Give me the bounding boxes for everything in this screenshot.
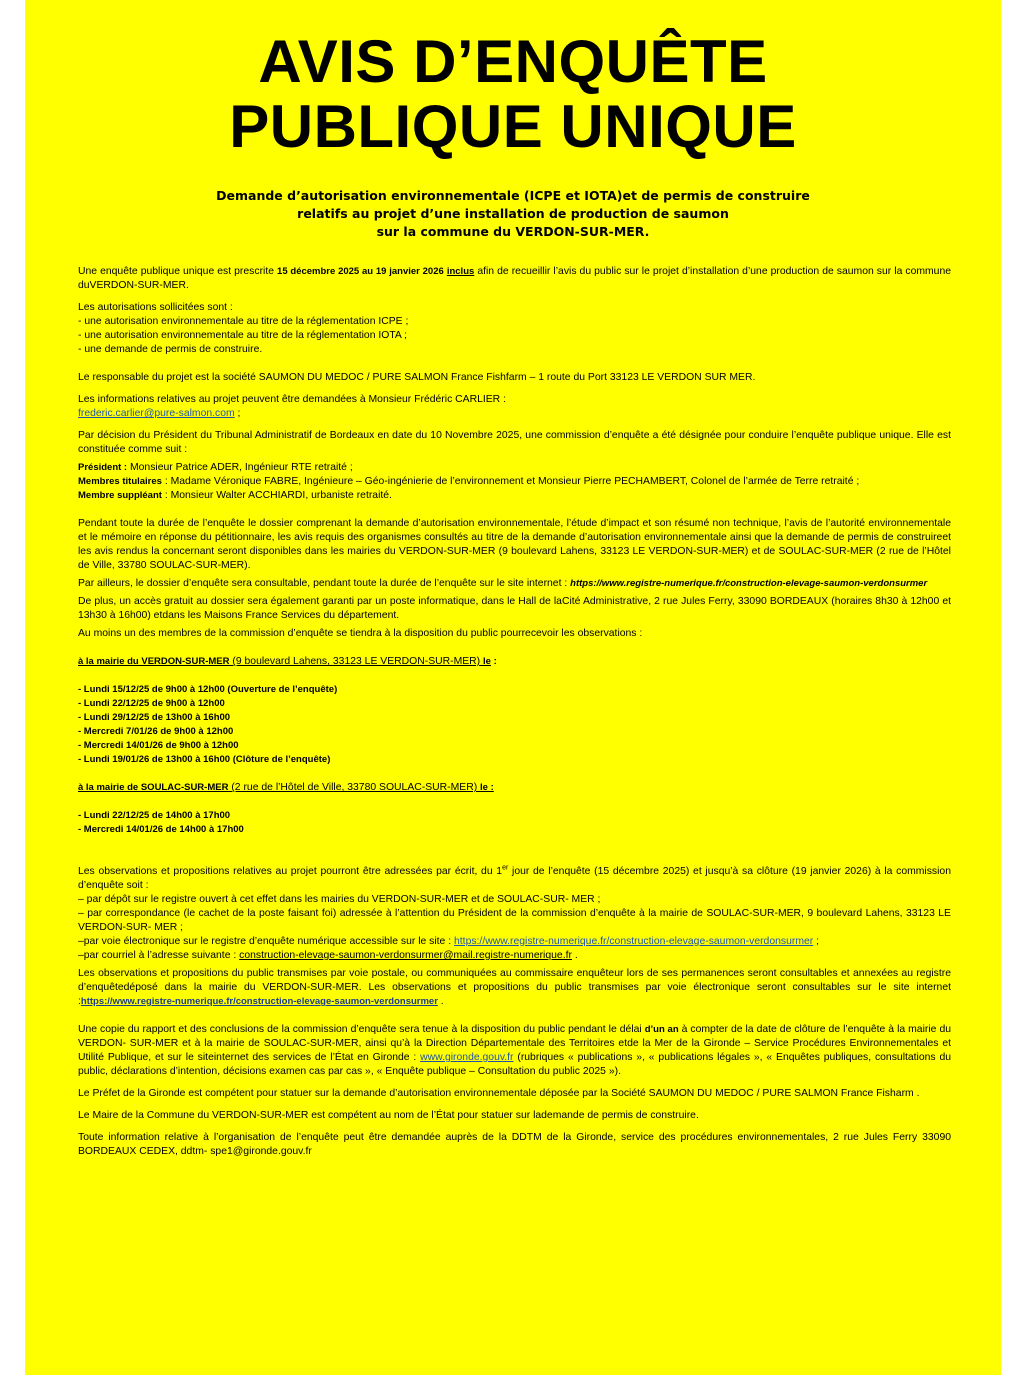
observations-item-end: .	[571, 950, 578, 961]
observations-text: Les observations et propositions relatives au projet pourront être adressées par écrit, du 1	[78, 866, 503, 877]
soulac-heading	[78, 781, 951, 795]
observations-item-end: ;	[813, 936, 819, 947]
verdon-permanence: - Mercredi 7/01/26 de 9h00 à 12h00	[78, 726, 234, 737]
autorisations-intro: Les autorisations sollicitées sont :	[78, 302, 233, 313]
suppleant-text: : Monsieur Walter ACCHIARDI, urbaniste retraité.	[161, 490, 392, 501]
verdon-heading	[78, 655, 951, 669]
notice-body	[78, 265, 951, 1159]
responsable-paragraph: Le responsable du projet est la société SAUMON DU MEDOC / PURE SALMON France Fishfarm – 1 route du Port 33123 LE VERDON SUR MER.	[78, 372, 756, 383]
observations-text-end: jour de l’enquête (15 décembre 2025) et jusqu’à sa clôture (19 janvier 2026) à la commission d’enquête soit :	[78, 866, 951, 891]
verdon-heading-colon: :	[490, 656, 497, 667]
title-line-1: AVIS D’ENQUÊTE	[258, 28, 768, 95]
observations-item	[78, 949, 951, 963]
president-text: Monsieur Patrice ADER, Ingénieur RTE retraité ;	[127, 462, 353, 473]
president-label: Président :	[78, 462, 128, 473]
intro-inclus: inclus	[446, 266, 475, 277]
subtitle-line-3: sur la commune du VERDON-SUR-MER.	[376, 224, 650, 239]
intro-text: Une enquête publique unique est prescrite	[78, 266, 278, 277]
observations-item: – par dépôt sur le registre ouvert à cet effet dans les mairies du VERDON-SUR-MER et de SOULAC-SUR- MER ;	[78, 894, 601, 905]
intro-dates: 15 décembre 2025 au 19 janvier 2026	[277, 266, 444, 277]
permanences-intro: Au moins un des membres de la commission d’enquête se tiendra à la disposition du public pourrecevoir les observations :	[78, 628, 643, 639]
autorisation-item: - une demande de permis de construire.	[78, 344, 263, 355]
verdon-permanence: - Lundi 19/01/26 de 13h00 à 16h00 (Clôture de l’enquête)	[78, 754, 331, 765]
rapport-text-mid: à compter de la date de clôture de l’enquête à la mairie du VERDON- SUR-MER et à la mairie de SOULAC-SUR-MER, ainsi qu’à la Direction Départementale des Territoires etde la Mer de la Gironde – Service Procédures Environnementales et Utilité Publique, et sur le siteinternet des services de l’État en Gironde :	[78, 1024, 952, 1063]
observations-consultation-end: .	[437, 996, 444, 1007]
rapport-text-end: (rubriques « publications », « publications légales », « Enquêtes publiques, consultations du public, déclarations d’intention, décisions examen cas par cas », « Enquête publique – Consultation du public 2025 »).	[78, 1052, 952, 1077]
observations-item: – par correspondance (le cachet de la poste faisant foi) adressée à l’attention du Président de la commission d’enquête à la mairie de SOULAC-SUR-MER, 9 boulevard Lahens, 33123 LE VERDON-SUR- MER ;	[78, 908, 951, 933]
prefet-paragraph: Le Préfet de la Gironde est compétent pour statuer sur la demande d’autorisation environnementale déposée par la Société SAUMON DU MEDOC / PURE SALMON France Fisharm .	[78, 1088, 920, 1099]
maire-paragraph: Le Maire de la Commune du VERDON-SUR-MER est compétent au nom de l’État pour statuer sur lademande de permis de construire.	[78, 1110, 699, 1121]
soulac-heading-le: le :	[480, 782, 494, 793]
subtitle-line-2: relatifs au projet d’une installation de production de saumon	[297, 206, 729, 221]
gironde-website-link[interactable]: www.gironde.gouv.fr	[420, 1052, 514, 1063]
observations-item-text: –par voie électronique sur le registre d’enquête numérique accessible sur le site :	[78, 936, 455, 947]
observations-consultation-text: Les observations et propositions du public transmises par voie postale, ou communiquées au commissaire enquêteur lors de ses permanences seront consultables et annexées au registre d’enquêtedéposé dans la mairie du VERDON-SUR-MER. Les observations et propositions du public transmises par voie électronique seront consultables sur le site internet :	[78, 968, 951, 1007]
informations-text: Les informations relatives au projet peuvent être demandées à Monsieur Frédéric CARLIER :	[78, 394, 506, 405]
suppleant-line	[78, 489, 951, 503]
contact-email-link[interactable]: frederic.carlier@pure-salmon.com	[78, 408, 235, 419]
soulac-heading-label: à la mairie de SOULAC-SUR-MER	[78, 782, 229, 793]
registre-consultation-link[interactable]: https://www.registre-numerique.fr/construction-elevage-saumon-verdonsurmer	[80, 996, 438, 1007]
rapport-paragraph	[78, 1023, 951, 1079]
registre-url-link[interactable]: https://www.registre-numerique.fr/construction-elevage-saumon-verdonsurmer	[570, 578, 928, 589]
observations-paragraph	[78, 865, 951, 893]
verdon-heading-label: à la mairie du VERDON-SUR-MER	[78, 656, 230, 667]
titulaires-line	[78, 475, 951, 489]
rapport-duree: d’un an	[644, 1024, 679, 1035]
verdon-permanence: - Mercredi 14/01/26 de 9h00 à 12h00	[78, 740, 239, 751]
soulac-permanence: - Mercredi 14/01/26 de 14h00 à 17h00	[78, 824, 244, 835]
rapport-text: Une copie du rapport et des conclusions de la commission d’enquête sera tenue à la disposition du public pendant le délai	[78, 1024, 645, 1035]
verdon-permanence: - Lundi 29/12/25 de 13h00 à 16h00	[78, 712, 231, 723]
autorisation-item: - une autorisation environnementale au titre de la réglementation ICPE ;	[78, 316, 409, 327]
verdon-heading-address: (9 boulevard Lahens, 33123 LE VERDON-SUR-MER)	[229, 656, 484, 667]
subtitle	[105, 187, 921, 241]
observations-item	[78, 935, 951, 949]
observations-item-text: –par courriel à l’adresse suivante :	[78, 950, 240, 961]
observations-sup: er	[502, 864, 509, 872]
dossier-paragraph: Pendant toute la durée de l’enquête le dossier comprenant la demande d’autorisation environnementale, l’étude d’impact et son résumé non technique, l’avis de l’autorité environnementale et le mémoire en réponse du pétitionnaire, les avis requis des organismes consultés au titre de la demande d’autorisation environnementale ainsi que la demande de permis de construireet les avis rendus la concernant seront disponibles dans les mairies du VERDON-SUR-MER (9 boulevard Lahens, 33123 LE VERDON-SUR-MER) et de SOULAC-SUR-MER (2 rue de l’Hôtel de Ville, 33780 SOULAC-SUR-MER).	[78, 518, 951, 571]
president-line	[78, 461, 951, 475]
verdon-heading-le: le	[483, 656, 491, 667]
title-line-2: PUBLIQUE UNIQUE	[229, 93, 797, 160]
verdon-permanence: - Lundi 22/12/25 de 9h00 à 12h00	[78, 698, 225, 709]
intro-paragraph	[78, 265, 951, 293]
soulac-heading-address: (2 rue de l’Hôtel de Ville, 33780 SOULAC-SUR-MER)	[228, 782, 481, 793]
titulaires-text: : Madame Véronique FABRE, Ingénieure – Géo-ingénierie de l’environnement et Monsieur Pierre PECHAMBERT, Colonel de l’armée de Terre retraité ;	[161, 476, 860, 487]
observations-consultation-paragraph	[78, 967, 951, 1009]
informations-paragraph	[78, 393, 951, 421]
autorisation-item: - une autorisation environnementale au titre de la réglementation IOTA ;	[78, 330, 408, 341]
soulac-permanence: - Lundi 22/12/25 de 14h00 à 17h00	[78, 810, 231, 821]
registre-email-link[interactable]: construction-elevage-saumon-verdonsurmer@mail.registre-numerique.fr	[239, 950, 572, 961]
dossier-online-paragraph	[78, 577, 951, 591]
dossier-online-text: Par ailleurs, le dossier d’enquête sera consultable, pendant toute la durée de l’enquête sur le site internet :	[78, 578, 571, 589]
registre-numerique-link[interactable]: https://www.registre-numerique.fr/construction-elevage-saumon-verdonsurmer	[454, 936, 814, 947]
titulaires-label: Membres titulaires	[78, 476, 162, 487]
notice-poster	[25, 0, 1001, 1375]
intro-text-end: afin de recueillir l’avis du public sur le projet d’installation d’une production de saumon sur la commune duVERDON-SUR-MER.	[78, 266, 952, 291]
subtitle-line-1: Demande d’autorisation environnementale (ICPE et IOTA)et de permis de construire	[216, 188, 810, 203]
verdon-permanence: - Lundi 15/12/25 de 9h00 à 12h00 (Ouverture de l’enquête)	[78, 684, 338, 695]
contact-paragraph: Toute information relative à l’organisation de l’enquête peut être demandée auprès de la DDTM de la Gironde, service des procédures environnementales, 2 rue Jules Ferry 33090 BORDEAUX CEDEX, ddtm- spe1@gironde.gouv.fr	[78, 1132, 951, 1157]
suppleant-label: Membre suppléant	[78, 490, 162, 501]
informations-end: ;	[234, 408, 241, 419]
commission-paragraph: Par décision du Président du Tribunal Administratif de Bordeaux en date du 10 Novembre 2025, une commission d’enquête a été désignée pour conduire l’enquête publique unique. Elle est constituée comme suit :	[78, 430, 951, 455]
acces-gratuit-paragraph: De plus, un accès gratuit au dossier sera également garanti par un poste informatique, dans le Hall de laCité Administrative, 2 rue Jules Ferry, 33090 BORDEAUX (horaires 8h30 à 12h00 et 13h30 à 16h00) etdans les Maisons France Services du département.	[78, 596, 951, 621]
